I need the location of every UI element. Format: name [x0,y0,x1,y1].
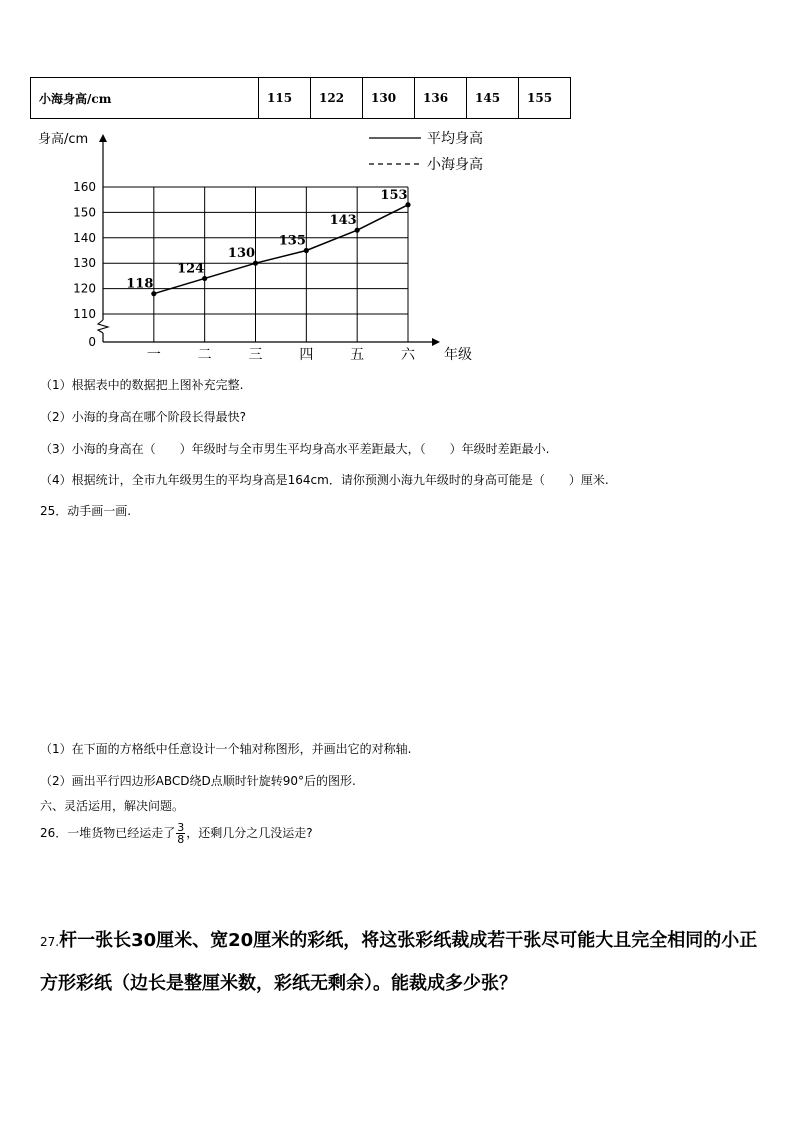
x-tick-label: 三 [248,347,263,363]
question-4: （4）根据统计，全市九年级男生的平均身高是164cm．请你预测小海九年级时的身高可能是（ ）厘米. [40,473,609,487]
x-tick-label: 一 [146,347,161,363]
data-label: 135 [278,233,306,249]
x-tick-label: 二 [197,347,212,363]
table-row-label: 小海身高/cm [31,78,259,119]
table-row [31,78,571,119]
problem-27 [40,920,765,1005]
table-cell: 115 [259,78,311,119]
y-tick-label: 160 [73,180,96,194]
problem-26-text-end: ，还剩几分之几没运走? [186,826,313,840]
problem-27-text: 杆一张长30厘米、宽20厘米的彩纸，将这张彩纸裁成若干张尽可能大且完全相同的小正方形彩纸（边长是整厘米数，彩纸无剩余）。能裁成多少张？ [40,930,758,994]
problem-25: 25．动手画一画. [40,504,132,518]
problem-25-part-2: （2）画出平行四边形ABCD绕D点顺时针旋转90°后的图形. [40,774,356,788]
x-axis-arrow [432,338,440,346]
axis-break-symbol [98,320,108,333]
height-table [30,77,571,119]
data-point [355,228,360,233]
legend-label: 平均身高 [427,131,483,147]
x-axis-label: 年级 [444,347,472,363]
data-point [405,202,410,207]
table-cell: 130 [363,78,415,119]
x-tick-label: 五 [350,347,365,363]
fraction-denominator: 8 [177,833,185,846]
chart-legend [369,130,483,173]
height-line-chart [30,122,510,368]
y-axis-arrow [99,134,107,142]
section-heading-6: 六、灵活运用，解决问题。 [40,799,185,813]
question-2: （2）小海的身高在哪个阶段长得最快? [40,410,247,424]
problem-26-text: 26．一堆货物已经运走了 [40,826,176,840]
problem-25-part-1: （1）在下面的方格纸中任意设计一个轴对称图形，并画出它的对称轴. [40,742,412,756]
y-tick-label: 140 [73,230,96,245]
problem-26 [40,822,313,845]
data-point [151,291,156,296]
legend-label: 小海身高 [427,157,483,173]
data-point [253,261,258,266]
data-label: 130 [227,246,256,262]
x-tick-label: 六 [401,347,415,363]
y-tick-label: 110 [73,307,96,321]
data-point [304,248,309,253]
fraction [176,822,185,845]
data-label: 124 [177,261,205,277]
y-axis-label: 身高/cm [38,132,89,147]
table-cell: 136 [415,78,467,119]
question-3: （3）小海的身高在（ ）年级时与全市男生平均身高水平差距最大，（ ）年级时差距最小. [40,442,550,456]
y-tick-label: 150 [73,205,96,220]
series-line [154,205,408,294]
chart-series [126,188,410,296]
fraction-numerator: 3 [177,821,185,834]
table-cell: 155 [519,78,571,119]
data-label: 143 [329,213,357,229]
data-point [202,276,207,281]
chart-ticks [73,180,416,363]
table-cell: 122 [311,78,363,119]
problem-27-number: 27. [40,935,60,949]
question-1: （1）根据表中的数据把上图补充完整. [40,378,244,392]
x-tick-label: 四 [299,347,314,363]
table-cell: 145 [467,78,519,119]
y-tick-label: 120 [73,281,96,296]
y-tick-label: 130 [73,256,96,271]
data-label: 118 [126,276,154,292]
data-label: 153 [380,187,408,203]
y-tick-label: 0 [88,335,96,349]
